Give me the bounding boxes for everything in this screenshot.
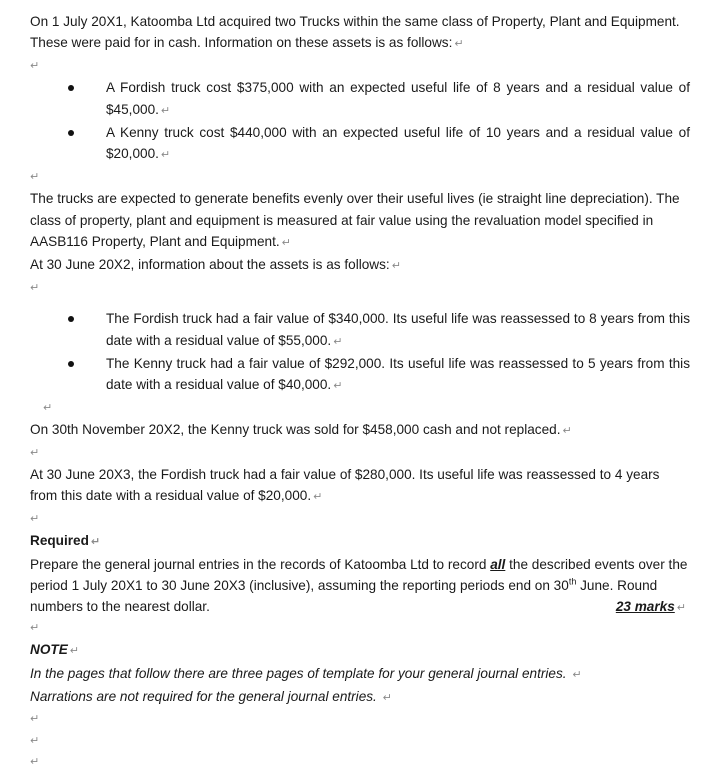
empty-paragraph xyxy=(30,509,690,530)
intro-paragraph: On 1 July 20X1, Katoomba Ltd acquired two Trucks within the same class of Property, Plant and Equipment. These were paid for in cash. Information on these assets is as follows: ↵ xyxy=(30,14,680,51)
note-line-1: In the pages that follow there are three pages of template for your general journal entries. ↵ xyxy=(30,665,582,681)
paragraph-mark-icon: ↵ xyxy=(333,335,343,348)
empty-paragraph xyxy=(30,618,690,639)
note-line-2: Narrations are not required for the general journal entries. ↵ xyxy=(30,689,392,705)
note-heading: NOTE ↵ xyxy=(30,642,79,658)
year2-list xyxy=(30,308,690,398)
paragraph-mark-icon: ↵ xyxy=(30,512,40,525)
empty-paragraph xyxy=(30,731,690,752)
paragraph-mark-icon: ↵ xyxy=(160,104,171,117)
paragraph-mark-icon: ↵ xyxy=(30,446,40,459)
paragraph-mark-icon: ↵ xyxy=(382,692,392,705)
paragraph-mark-icon: ↵ xyxy=(333,380,343,393)
paragraph-mark-icon: ↵ xyxy=(391,260,401,273)
list-item: A Fordish truck cost $375,000 with an expected useful life of 8 years and a residual value of $45,000. ↵ xyxy=(30,77,690,122)
empty-paragraph xyxy=(30,709,690,730)
paragraph-mark-icon: ↵ xyxy=(30,756,40,769)
list-item: A Kenny truck cost $440,000 with an expected useful life of 10 years and a residual value of $20,000. ↵ xyxy=(30,122,690,167)
paragraph-mark-icon: ↵ xyxy=(676,602,686,615)
paragraph-mark-icon: ↵ xyxy=(30,713,40,726)
benefits-paragraph: The trucks are expected to generate benefits evenly over their useful lives (ie straight line depreciation). The class of property, plant and equipment is measured at fair value using the revaluation model specified in AASB116 Property, Plant and Equipment. ↵ xyxy=(30,191,680,250)
paragraph-mark-icon: ↵ xyxy=(30,170,40,183)
paragraph-mark-icon: ↵ xyxy=(313,491,323,504)
ordinal-superscript: th xyxy=(568,576,577,587)
paragraph-mark-icon: ↵ xyxy=(30,281,40,294)
list-item: The Fordish truck had a fair value of $340,000. Its useful life was reassessed to 8 years from this date with a residual value of $55,000. ↵ xyxy=(30,308,690,353)
paragraph-mark-icon: ↵ xyxy=(454,38,464,51)
sale-paragraph: On 30th November 20X2, the Kenny truck was sold for $458,000 cash and not replaced. ↵ xyxy=(30,422,572,438)
paragraph-mark-icon: ↵ xyxy=(30,621,40,634)
paragraph-mark-icon: ↵ xyxy=(281,237,291,250)
paragraph-mark-icon: ↵ xyxy=(90,536,101,549)
year2-intro-paragraph: At 30 June 20X2, information about the assets is as follows: ↵ xyxy=(30,257,401,273)
required-paragraph: Prepare the general journal entries in the records of Katoomba Ltd to record all the described events over the period 1 July 20X1 to 30 June 20X3 (inclusive), assuming the reporting periods end on 30th June. Round numbers to the nearest dollar. 23 marks ↵ xyxy=(30,554,690,618)
empty-paragraph xyxy=(30,56,690,77)
paragraph-mark-icon: ↵ xyxy=(30,59,40,72)
empty-paragraph xyxy=(30,167,690,188)
paragraph-mark-icon: ↵ xyxy=(30,734,40,747)
list-item: The Kenny truck had a fair value of $292,000. Its useful life was reassessed to 5 years from this date with a residual value of $40,000. ↵ xyxy=(30,353,690,398)
required-heading: Required ↵ xyxy=(30,533,101,549)
paragraph-mark-icon: ↵ xyxy=(69,645,79,658)
marks-label: 23 marks ↵ xyxy=(616,596,686,619)
empty-paragraph xyxy=(30,398,690,419)
document-page xyxy=(30,11,690,774)
empty-paragraph xyxy=(30,752,690,773)
empty-paragraph xyxy=(30,443,690,464)
year3-paragraph: At 30 June 20X3, the Fordish truck had a fair value of $280,000. Its useful life was reassessed to 4 years from this date with a residual value of $20,000. ↵ xyxy=(30,467,660,504)
empty-paragraph xyxy=(30,278,690,299)
spacer xyxy=(30,299,690,308)
paragraph-mark-icon: ↵ xyxy=(160,149,171,162)
paragraph-mark-icon: ↵ xyxy=(572,668,582,681)
paragraph-mark-icon: ↵ xyxy=(562,425,572,438)
paragraph-mark-icon: ↵ xyxy=(43,401,53,414)
acquisitions-list xyxy=(30,77,690,167)
emphasis-all: all xyxy=(490,556,506,572)
